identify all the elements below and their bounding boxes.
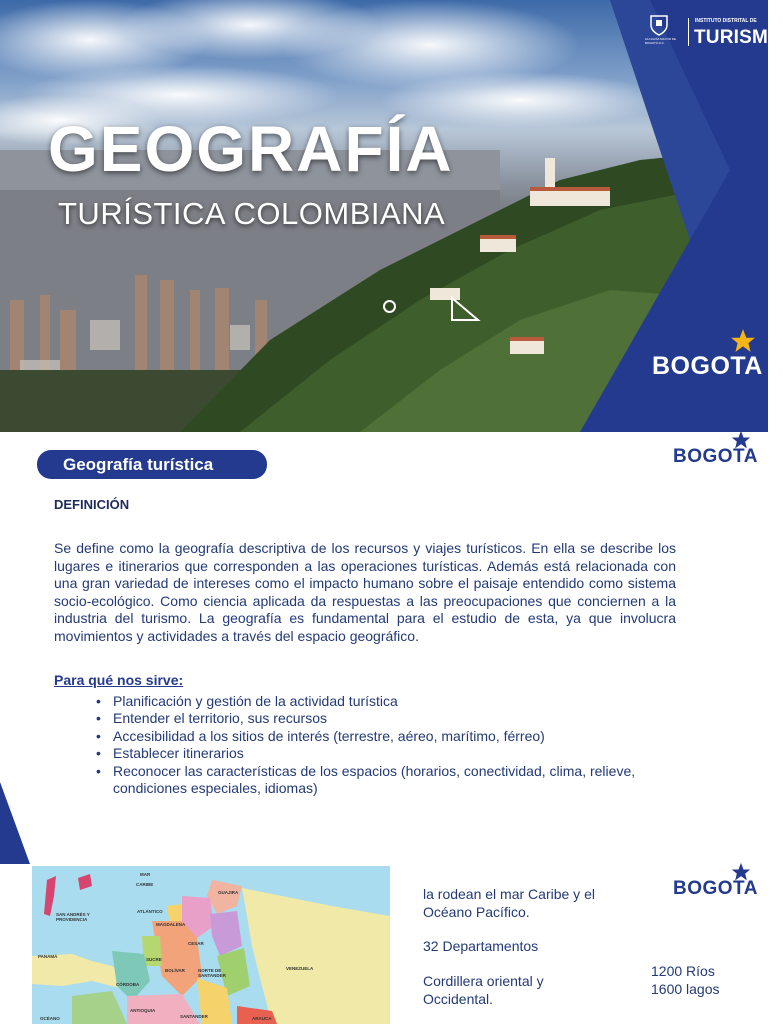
fact-cordillera: Cordillera oriental y Occidental. (423, 973, 544, 1007)
shield-icon (648, 14, 670, 36)
map-label-cesar: CESAR (188, 941, 204, 946)
entity-small-text: ALCALDÍA MAYOR DE BOGOTÁ D.C. (645, 37, 676, 45)
institution-label: INSTITUTO DISTRITAL DE (695, 18, 757, 24)
map-label-panama: PANAMÁ (38, 954, 58, 959)
map-label-atlantico: ATLÁNTICO (137, 909, 163, 914)
map-label-sucre: SUCRE (146, 957, 162, 962)
bogota-logo (673, 878, 758, 900)
bogota-wordmark: BOGOTA (673, 446, 758, 467)
section-title: Geografía turística (37, 450, 267, 479)
map-label-oceano: OCÉANO (40, 1016, 60, 1021)
bogota-logo (673, 446, 758, 468)
map-label-mar: MAR (140, 872, 151, 877)
star-icon (731, 862, 751, 882)
play-icon (450, 296, 480, 322)
fact-lakes: 1600 lagos (651, 981, 720, 997)
fact-rivers: 1200 Ríos (651, 963, 715, 979)
fact-departments: 32 Departamentos (423, 938, 539, 954)
circle-icon (383, 300, 396, 313)
bogota-wordmark: BOGOTA (673, 878, 758, 899)
institution-name: TURISMO (694, 27, 783, 48)
map-label-antioquia: ANTIOQUIA (130, 1008, 156, 1013)
uses-heading: Para qué nos sirve: (54, 672, 184, 688)
map-label-magdalena: MAGDALENA (156, 922, 186, 927)
definition-body: Se define como la geografía descriptiva de los recursos y viajes turísticos. En ella se describe los lugares e itinerarios que corresponden a las operaciones turísticas. Además está relacionada con una gran variedad de intereses como el impacto humano sobre el paisaje entendido como sistema socio-ecológico. Como ciencia aplicada da respuestas a las preocupaciones que conciernen a la industria del turismo. La geografía es fundamental para el estudio de esta, ya que involucra movimientos y actividades a través del espacio geográfico. (54, 540, 676, 644)
map-label-norte-santander: NORTE DE SANTANDER (198, 968, 226, 978)
map-label-venezuela: VENEZUELA (286, 966, 314, 971)
colombia-map-graphic (32, 866, 390, 1024)
cover-slide (0, 0, 783, 432)
blue-corner-accent (0, 782, 40, 864)
map-slide (0, 864, 768, 1024)
bogota-logo (652, 352, 763, 381)
map-label-cordoba: CÓRDOBA (116, 982, 140, 987)
list-item: • Accesibilidad a los sitios de interés (terrestre, aéreo, marítimo, férreo) (96, 728, 676, 745)
list-item: • Planificación y gestión de la actividad turística (96, 693, 676, 710)
map-label-san-andres: SAN ANDRÉS Y PROVIDENCIA (56, 912, 90, 922)
cover-subtitle: TURÍSTICA COLOMBIANA (58, 196, 446, 231)
definition-slide (0, 432, 768, 864)
bogota-wordmark: BOGOTA (652, 352, 763, 380)
map-label-bolivar: BOLÍVAR (165, 968, 185, 973)
list-item: • Establecer itinerarios (96, 745, 676, 762)
map-label-santander: SANTANDER (180, 1014, 208, 1019)
logo-divider (688, 18, 689, 46)
list-item: • Entender el territorio, sus recursos (96, 710, 676, 727)
map-label-guajira: GUAJIRA (218, 890, 239, 895)
list-item: • Reconocer las características de los espacios (horarios, conectividad, clima, relieve, condiciones especiales, idiomas) (96, 763, 676, 798)
star-icon (731, 430, 751, 450)
star-icon (730, 328, 756, 354)
definition-heading: DEFINICIÓN (54, 497, 130, 512)
map-label-caribe: CARIBE (136, 882, 154, 887)
fact-seas: la rodean el mar Caribe y el Océano Pacífico. (423, 886, 595, 920)
colombia-map (32, 866, 390, 1024)
cover-title: GEOGRAFÍA (48, 113, 454, 185)
map-label-arauca: ARAUCA (252, 1016, 272, 1021)
uses-list (96, 693, 676, 797)
